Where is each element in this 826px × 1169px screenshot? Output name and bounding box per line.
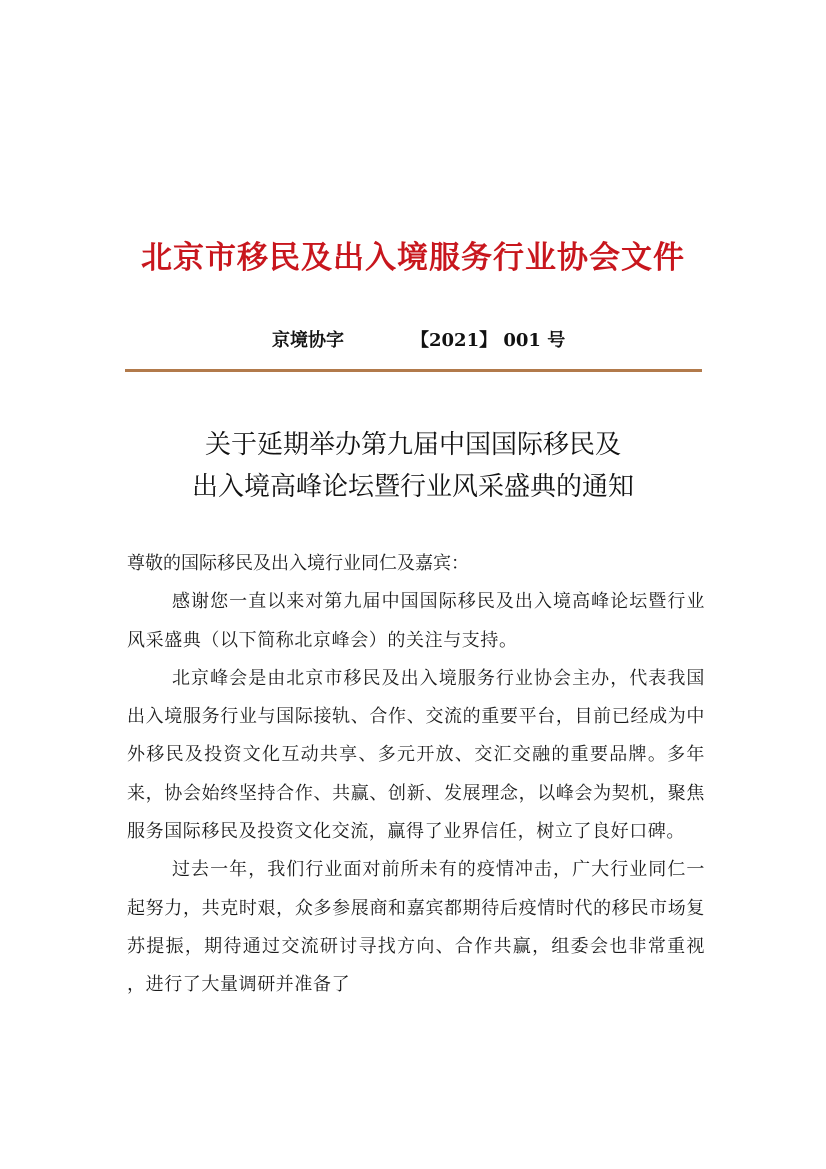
header-divider <box>125 369 702 372</box>
notice-title-line-2: 出入境高峰论坛暨行业风采盛典的通知 <box>191 472 634 502</box>
document-number-value: 【2021】 001 号 <box>411 330 566 351</box>
paragraph-1: 感谢您一直以来对第九届中国国际移民及出入境高峰论坛暨行业风采盛典（以下简称北京峰会）的关注与支持。 <box>127 591 705 651</box>
paragraph-3: 过去一年，我们行业面对前所未有的疫情冲击，广大行业同仁一起努力，共克时艰，众多参展商和嘉宾都期待后疫情时代的移民市场复苏提振，期待通过交流研讨寻找方向、合作共赢，组委会也非常重视 ，进行了大量调研并准备了 <box>127 859 705 996</box>
notice-body <box>127 545 705 1005</box>
notice-title-line-1: 关于延期举办第九届中国国际移民及 <box>204 430 621 460</box>
organization-header: 北京市移民及出入境服务行业协会文件 <box>141 240 685 276</box>
salutation: 尊敬的国际移民及出入境行业同仁及嘉宾： <box>127 553 469 574</box>
notice-title <box>0 424 826 508</box>
paragraph-2: 北京峰会是由北京市移民及出入境服务行业协会主办，代表我国出入境服务行业与国际接轨、合作、交流的重要平台，目前已经成为中外移民及投资文化互动共享、多元开放、交汇交融的重要品牌。多年来，协会始终坚持合作、共赢、创新、发展理念，以峰会为契机，聚焦服务国际移民及投资文化交流，赢得了业界信任，树立了良好口碑。 <box>127 667 705 843</box>
document-number-prefix: 京境协字 <box>272 330 344 351</box>
